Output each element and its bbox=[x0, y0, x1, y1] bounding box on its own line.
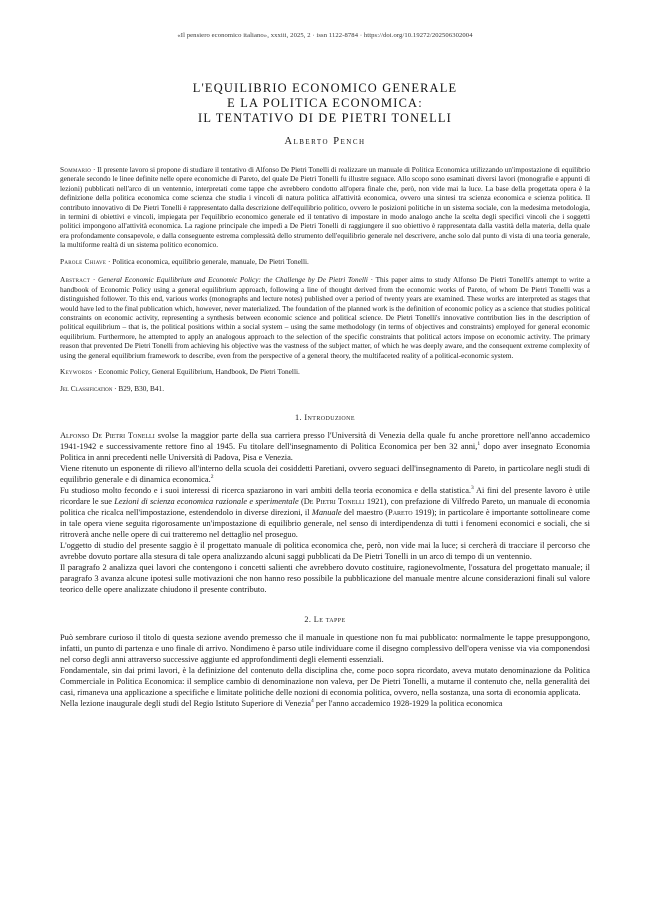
section-2-paragraph-3 bbox=[60, 698, 590, 709]
footnote-ref[interactable]: 1 bbox=[477, 441, 481, 448]
text-run: per l'anno accademico 1928-1929 la politica economica bbox=[313, 699, 503, 709]
footnote-ref[interactable]: 4 bbox=[311, 698, 314, 705]
section-2-title-text: 2. Le tappe bbox=[304, 615, 346, 625]
footnote-ref[interactable]: 2 bbox=[210, 474, 214, 481]
section-1-paragraph-5: Il paragrafo 2 analizza quei lavori che contengono i concetti salienti che avrebbero dovuto costituire, ragionevolmente, l'ossatura del progettato manuale; il paragrafo 3 avanza alcune ipotesi sulle motivazioni che non hanno reso possibile la pubblicazione del manuale mentre alcune considerazioni finali sul valore teorico delle opere analizzate chiudono il presente contributo. bbox=[60, 563, 590, 595]
abstract-italian: Sommario · Il presente lavoro si propone di studiare il tentativo di Alfonso De Pietri Tonelli di realizzare un manuale di Politica Economica utilizzando un'impostazione di equilibrio generale secondo le linee definite nelle opere economiche di Pareto, del quale De Pietri Tonelli fu illustre seguace. Allo scopo sono esaminati diversi lavori (monografie e appunti di lezioni) pubblicati nell'arco di un ventennio, interpretati come tappe che avrebbero condotto all'opera finale che, però, non vide mai la luce. La base della progettata opera è la definizione della politica economica come scienza che studia i vincoli di natura politica all'attività economica, ovvero una sintesi tra scienza economica e scienza politica. Il contributo innovativo di De Pietri Tonelli è rappresentato dalla descrizione dell'equilibrio politico, ovvero le posizioni politiche in un sistema sociale, con la medesima metodologia, in termini di obiettivi e vincoli, impiegata per l'equilibrio economico generale ed il tentativo di impostare in modo analogo anche la scelta degli specifici vincoli che i soggetti politici impongono all'attività economica. La ragione principale che impedì a De Pietri Tonelli di raggiungere il suo obiettivo è rappresentata dalla vastità della materia, della quale era profondamente consapevole, e dalla conseguente estrema complessità dello strumento dell'equilibrio generale nel descrivere, anche solo dal punto di vista di una teoria generale, la multiforme realtà di un sistema politico economico. bbox=[60, 165, 590, 250]
text-run: Nella lezione inaugurale degli studi del Regio Istituto Superiore di Venezia bbox=[60, 699, 312, 709]
keywords-english-text: Economic Policy, General Equilibrium, Handbook, De Pietri Tonelli. bbox=[98, 367, 300, 377]
section-1-title bbox=[60, 413, 590, 422]
citation[interactable]: (Pareto 1919) bbox=[385, 508, 435, 518]
book-title: Manuale bbox=[311, 508, 342, 518]
keywords-english-head: Keywords bbox=[60, 367, 93, 377]
abstract-english: Abstract · General Economic Equilibrium and Economic Policy: the Challenge by De Pietri Tonelli · This paper aims to study Alfonso De Pietri Tonelli's attempt to write a handbook of Economic Policy using a general equilibrium approach, following a line of thought derived from the economic works of Pareto, of whom De Pietri Tonelli was a distinguished follower. To this end, various works (monographs and lecture notes) published over a period of twenty years are examined. These works are interpreted as stages that would have led to the final publication which, however, never materialized. The foundation of the planned work is the definition of economic policy as a science that studies political constraints on economic activity, representing a synthesis between economic science and political science. De Pietri Tonelli's innovative contribution lies in the description of political equilibrium – that is, the political positions within a social system – using the same methodology (in terms of objectives and constraints) employed for general economic equilibrium. Furthermore, he attempted to apply an analogous approach to the selection of the specific constraints that political actors impose on economic activity. The primary reason that prevented De Pietri Tonelli from achieving his objective was the vastness of the subject matter, of which he was deeply aware, and the consequent extreme complexity of using the general equilibrium framework to describe, even from the perspective of a general theory, the multifaceted reality of a political-economic system. bbox=[60, 275, 590, 360]
section-1-paragraph-4: L'oggetto di studio del presente saggio è il progettato manuale di politica economica che, però, non vide mai la luce; si cercherà di tracciare il percorso che avrebbe dovuto portare alla stesura di tale opera analizzando alcuni saggi pubblicati da De Pietri Tonelli in un arco di tempo di un ventennio. bbox=[60, 541, 590, 562]
text-run: dopo aver insegnato Economia Politica in anni precedenti nelle Università di Padova, Pisa e Venezia. bbox=[60, 442, 590, 463]
section-2-title bbox=[60, 615, 590, 624]
section-2-paragraph-1: Può sembrare curioso il titolo di questa sezione avendo premesso che il manuale in questione non fu mai pubblicato: normalmente le tappe presuppongono, infatti, un punto di partenza e uno finale di arrivo. Nondimeno è parso utile individuare come il disegno complessivo dell'opera venisse via via componendosi nel corso degli anni attraverso successive aggiunte ed approfondimenti degli elementi essenziali. bbox=[60, 633, 590, 665]
keywords-italian-text: Politica economica, equilibrio generale, manuale, De Pietri Tonelli. bbox=[112, 256, 309, 266]
section-1-paragraph-2 bbox=[60, 463, 590, 485]
jel-classification: Jel Classification · B29, B30, B41. bbox=[60, 384, 165, 394]
title-line-3: IL TENTATIVO DI DE PIETRI TONELLI bbox=[198, 111, 452, 125]
section-1-title-text: 1. Introduzione bbox=[295, 413, 355, 423]
abstract-english-head: Abstract bbox=[60, 275, 91, 285]
jel-codes: B29, B30, B41. bbox=[118, 384, 165, 394]
author-name: Alberto Pench bbox=[284, 136, 366, 147]
jel-head: Jel Classification bbox=[60, 384, 113, 394]
citation[interactable]: (De Pietri Tonelli 1921) bbox=[298, 497, 387, 507]
text-run: Viene ritenuto un esponente di rilievo all'interno della scuola dei cosiddetti Paretiani, ovvero seguaci dell'insegnamento di Pareto, in particolare negli studi di equilibrio generale e di dinamica economica. bbox=[60, 464, 590, 485]
keywords-italian: Parole Chiave · Politica economica, equilibrio generale, manuale, De Pietri Tonelli. bbox=[60, 256, 309, 266]
keywords-english: Keywords · Economic Policy, General Equilibrium, Handbook, De Pietri Tonelli. bbox=[60, 367, 300, 377]
abstract-english-text: This paper aims to study Alfonso De Pietri Tonelli's attempt to write a handbook of Economic Policy using a general equilibrium approach, following a line of thought derived from the economic works of Pareto, of whom De Pietri Tonelli was a distinguished follower. To this end, various works (monographs and lecture notes) published over a period of twenty years are examined. These works are interpreted as stages that would have led to the final publication which, however, never materialized. The foundation of the planned work is the definition of economic policy as a science that studies political constraints on economic activity, representing a synthesis between economic science and political science. De Pietri Tonelli's innovative contribution lies in the description of political equilibrium – that is, the political positions within a social system – using the same methodology (in terms of objectives and constraints) employed for general economic equilibrium. Furthermore, he attempted to apply an analogous approach to the selection of the specific constraints that political actors impose on economic activity. The primary reason that prevented De Pietri Tonelli from achieving his objective was the vastness of the subject matter, of which he was deeply aware, and the consequent extreme complexity of using the general equilibrium framework to describe, even from the perspective of a general theory, the multifaceted reality of a political-economic system. bbox=[60, 275, 590, 360]
book-title: Lezioni di scienza economica razionale e sperimentale bbox=[114, 497, 299, 507]
section-1-paragraph-3 bbox=[60, 485, 590, 540]
abstract-italian-text: Il presente lavoro si propone di studiare il tentativo di Alfonso De Pietri Tonelli di realizzare un manuale di Politica Economica utilizzando un'impostazione di equilibrio generale secondo le linee definite nelle opere economiche di Pareto, del quale De Pietri Tonelli fu illustre seguace. Allo scopo sono esaminati diversi lavori (monografie e appunti di lezioni) pubblicati nell'arco di un ventennio, interpretati come tappe che avrebbero condotto all'opera finale che, però, non vide mai la luce. La base della progettata opera è la definizione della politica economica come scienza che studia i vincoli di natura politica all'attività economica, ovvero una sintesi tra scienza economica e scienza politica. Il contributo innovativo di De Pietri Tonelli è rappresentato dalla descrizione dell'equilibrio politico, ovvero le posizioni politiche in un sistema sociale, con la medesima metodologia, in termini di obiettivi e vincoli, impiegata per l'equilibrio economico generale ed il tentativo di impostare in modo analogo anche la scelta degli specifici vincoli che i soggetti politici impongono all'attività economica. La ragione principale che impedì a De Pietri Tonelli di raggiungere il suo obiettivo è rappresentata dalla vastità della materia, della quale era profondamente consapevole, e dalla conseguente estrema complessità dello strumento dell'equilibrio generale nel descrivere, anche solo dal punto di vista di una teoria generale, la multiforme realtà di un sistema politico economico. bbox=[60, 165, 590, 250]
text-run: ; in particolare è importante sottolineare come in tale opera viene seguita rigorosamente un'impostazione di equilibrio generale, nel senso di interdipendenza di tutti i fenomeni economici e sociali, che si ritroverà anche nelle opere di cui tratteremo nel dettaglio nel proseguo. bbox=[60, 508, 590, 540]
title-line-2: E LA POLITICA ECONOMICA: bbox=[227, 96, 423, 110]
section-1-paragraph-1 bbox=[60, 430, 590, 463]
text-run: svolse la maggior parte della sua carriera presso l'Università di Venezia della quale fu anche prorettore nell'anno accademico 1941-1942 e successivamente rettore fino al 1945. Fu titolare dell'insegnamento di Politica Economica per ben 32 anni, bbox=[60, 431, 590, 452]
text-run: Ai fini del presente lavoro è utile ricordare le sue bbox=[60, 486, 590, 507]
keywords-italian-head: Parole Chiave bbox=[60, 256, 107, 266]
author-name-smallcaps: Alfonso De Pietri Tonelli bbox=[60, 431, 155, 441]
text-run: del maestro bbox=[341, 508, 386, 518]
footnote-ref[interactable]: 3 bbox=[471, 485, 474, 492]
running-head: «Il pensiero economico italiano», xxxiii, 2025, 2 · issn 1122-8784 · https://doi.org/10.19272/202506302004 bbox=[177, 32, 473, 39]
abstract-english-title: General Economic Equilibrium and Economic Policy: the Challenge by De Pietri Tonelli bbox=[97, 275, 368, 285]
abstract-italian-head: Sommario bbox=[60, 165, 92, 174]
text-run: , con prefazione di Vilfredo Pareto, un manuale di economia politica che ricalca nell'impostazione, estendendolo in diverse direzioni, il bbox=[60, 497, 590, 518]
section-2-paragraph-2: Fondamentale, sin dai primi lavori, è la definizione del contenuto della disciplina che, come poco sopra ricordato, aveva mutato denominazione da Politica Commerciale in Politica Economica: il semplice cambio di denominazione non valeva, per De Pietri Tonelli, a mutarne il contenuto che, nella generalità dei casi, rimaneva una applicazione a specifiche e limitate politiche delle nozioni di economia politica, ovvero, nella sostanza, una sorta di economia applicata. bbox=[60, 666, 590, 698]
title-line-1: L'EQUILIBRIO ECONOMICO GENERALE bbox=[192, 81, 458, 95]
text-run: Fu studioso molto fecondo e i suoi interessi di ricerca spaziarono in vari ambiti della teoria economica e della statistica. bbox=[60, 486, 472, 496]
article-title bbox=[60, 81, 590, 126]
